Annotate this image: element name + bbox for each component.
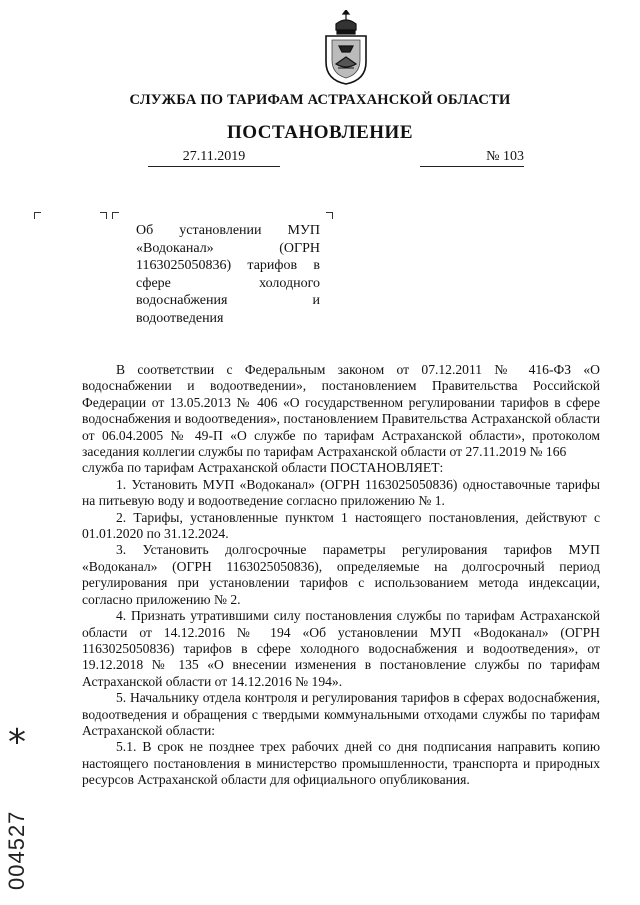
subject-bracket-right <box>326 212 333 219</box>
margin-asterisk: * <box>8 722 26 763</box>
document-date: 27.11.2019 <box>148 148 280 167</box>
margin-serial-text: 004527 <box>4 810 29 890</box>
clause-2: 2. Тарифы, установленные пунктом 1 настоящего постановления, действуют с 01.01.2020 по 31.12.2024. <box>82 509 600 542</box>
subject-bracket-mid-right <box>112 212 119 219</box>
clause-3: 3. Установить долгосрочные параметры регулирования тарифов МУП «Водоканал» (ОГРН 1163025050836), определяемые на долгосрочный период регулирования при установлении тарифов с использованием метода индексации, согласно приложению № 2. <box>82 542 600 607</box>
document-body <box>82 362 600 789</box>
agency-name: СЛУЖБА ПО ТАРИФАМ АСТРАХАНСКОЙ ОБЛАСТИ <box>129 92 511 108</box>
coat-of-arms-icon <box>322 10 370 86</box>
resolution-statement: служба по тарифам Астраханской области ПОСТАНОВЛЯЕТ: <box>82 460 444 476</box>
subject-bracket-mid-left <box>100 212 107 219</box>
clause-5-1: 5.1. В срок не позднее трех рабочих дней со дня подписания направить копию настоящего постановления в министерство промышленности, транспорта и природных ресурсов Астраханской области для официального опубликования. <box>82 739 600 788</box>
clause-5: 5. Начальнику отдела контроля и регулирования тарифов в сферах водоснабжения, водоотведения и обращения с твердыми коммунальными отходами службы по тарифам Астраханской области: <box>82 690 600 738</box>
preamble-paragraph: В соответствии с Федеральным законом от 07.12.2011 № 416-ФЗ «О водоснабжении и водоотведении», постановлением Правительства Российской Федерации от 13.05.2013 № 406 «О государственном регулировании тарифов в сфере водоснабжения и водоотведения», постановлением Правительства Астраханской области от 06.04.2005 № 49-П «О службе по тарифам Астраханской области», протоколом заседания коллегии службы по тарифам Астраханской области от 27.11.2019 № 166 <box>82 362 600 460</box>
margin-serial-number <box>4 770 34 900</box>
subject-bracket-left <box>34 212 41 219</box>
document-subject: Об установлении МУП «Водоканал» (ОГРН 1163025050836) тарифов в сфере холодного водоснабжения и водоотведения <box>136 223 320 326</box>
document-type-title: ПОСТАНОВЛЕНИЕ <box>226 122 414 143</box>
clause-1: 1. Установить МУП «Водоканал» (ОГРН 1163025050836) одноставочные тарифы на питьевую воду и водоотведение согласно приложению № 1. <box>82 476 600 509</box>
document-number: № 103 <box>420 148 524 167</box>
clause-4: 4. Признать утратившими силу постановления службы по тарифам Астраханской области от 14.12.2016 № 194 «Об установлении МУП «Водоканал» (ОГРН 1163025050836) тарифов в сфере холодного водоснабжения и водоотведения», от 19.12.2018 № 135 «О внесении изменения в постановление службы по тарифам Астраханской области от 14.12.2016 № 194». <box>82 608 600 689</box>
